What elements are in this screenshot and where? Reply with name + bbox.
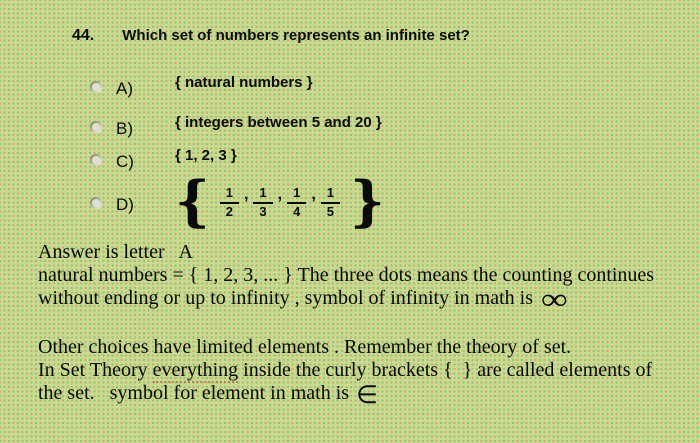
open-brace: { bbox=[175, 168, 210, 233]
answer-line-1: Answer is letter A bbox=[38, 241, 193, 263]
option-letter-d: D) bbox=[116, 195, 134, 214]
fraction-denominator: 5 bbox=[326, 204, 335, 219]
fraction-1-4 bbox=[287, 186, 306, 220]
answer-line-2: natural numbers = { 1, 2, 3, ... } The three dots means the counting continues bbox=[38, 264, 655, 286]
answer-line-3-text: without ending or up to infinity , symbol of infinity in math is bbox=[38, 287, 533, 309]
option-letter-a: A) bbox=[116, 79, 133, 98]
fraction-numerator: 1 bbox=[287, 186, 306, 204]
option-text-b: { integers between 5 and 20 } bbox=[175, 113, 382, 131]
option-row-d bbox=[90, 168, 385, 233]
close-brace: } bbox=[350, 168, 385, 233]
option-letter-c: C) bbox=[116, 152, 134, 171]
question-number: 44. bbox=[72, 27, 95, 44]
radio-button-a[interactable] bbox=[90, 81, 102, 93]
explanation-line-2-underlined: everything bbox=[152, 359, 239, 381]
option-text-a: { natural numbers } bbox=[175, 73, 313, 91]
fraction-denominator: 2 bbox=[225, 204, 233, 219]
explanation-line-1: Other choices have limited elements . Remember the theory of set. bbox=[38, 336, 572, 358]
fraction-numerator: 1 bbox=[220, 186, 239, 204]
radio-button-c[interactable] bbox=[90, 154, 102, 166]
radio-button-d[interactable] bbox=[90, 197, 102, 209]
explanation-block bbox=[38, 336, 653, 409]
fraction-1-2 bbox=[220, 186, 239, 220]
fraction-1-3 bbox=[253, 186, 272, 220]
option-row-a bbox=[90, 75, 313, 99]
fraction-denominator: 4 bbox=[293, 204, 301, 219]
fraction-numerator: 1 bbox=[253, 186, 272, 204]
answer-block bbox=[38, 241, 655, 316]
fraction-numerator: 1 bbox=[321, 186, 340, 204]
explanation-line-2-after: inside the curly brackets { } are called elements of bbox=[238, 359, 653, 381]
fraction-set bbox=[175, 168, 385, 233]
explanation-line-2 bbox=[38, 359, 652, 382]
explanation-line-3-text: the set. symbol for element in math is bbox=[38, 382, 350, 404]
fraction-separator: , bbox=[277, 186, 283, 203]
fraction-separator: , bbox=[243, 186, 249, 203]
option-row-b bbox=[90, 115, 382, 139]
answer-line-3: without ending or up to infinity , symbol of infinity in math is ∞ bbox=[38, 283, 568, 316]
option-row-c bbox=[90, 148, 237, 172]
fraction-denominator: 3 bbox=[259, 204, 267, 219]
question-text: Which set of numbers represents an infinite set? bbox=[122, 27, 470, 44]
option-text-c: { 1, 2, 3 } bbox=[175, 146, 237, 164]
option-letter-b: B) bbox=[116, 119, 133, 138]
explanation-line-2-before: In Set Theory bbox=[38, 359, 153, 381]
radio-button-b[interactable] bbox=[90, 121, 102, 133]
explanation-line-3: the set. symbol for element in math is ∈ bbox=[38, 382, 378, 409]
question-row bbox=[72, 27, 470, 45]
fraction-separator: , bbox=[311, 186, 316, 203]
fraction-1-5 bbox=[321, 186, 340, 220]
